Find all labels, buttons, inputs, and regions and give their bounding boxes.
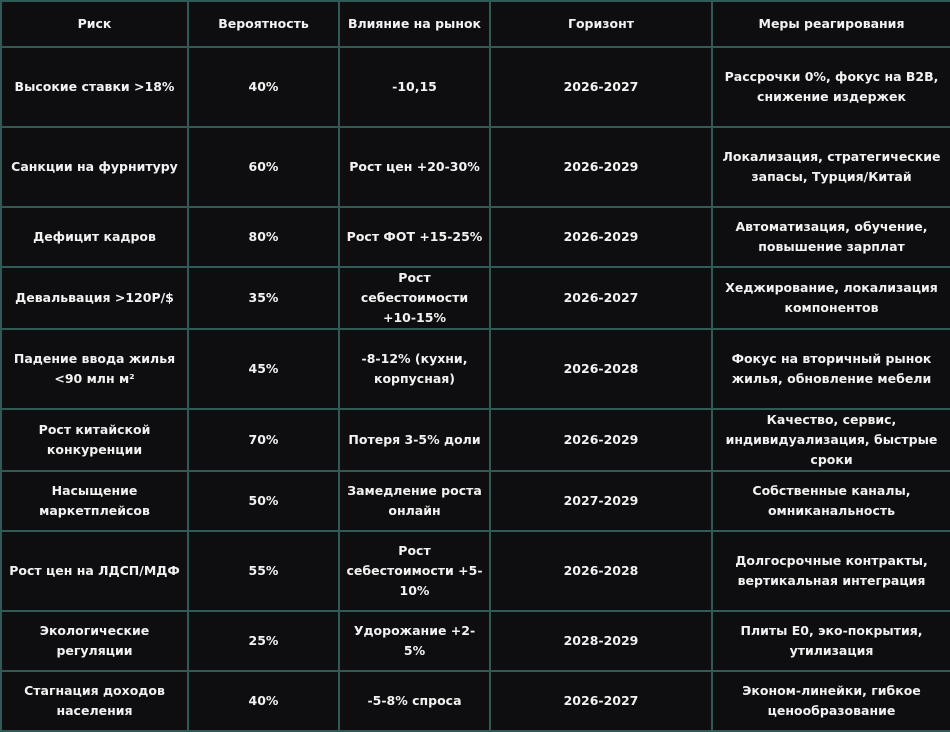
cell-risk: Рост китайской конкуренции — [1, 409, 188, 471]
cell-horizon: 2026-2028 — [490, 329, 712, 409]
cell-risk: Насыщение маркетплейсов — [1, 471, 188, 531]
table-row — [1, 47, 950, 127]
cell-risk: Стагнация доходов населения — [1, 671, 188, 731]
header-risk: Риск — [1, 1, 188, 47]
cell-measures: Эконом-линейки, гибкое ценообразование — [712, 671, 950, 731]
cell-probability: 45% — [188, 329, 339, 409]
cell-risk: Рост цен на ЛДСП/МДФ — [1, 531, 188, 611]
table-row — [1, 471, 950, 531]
cell-impact: Рост себестоимости +5-10% — [339, 531, 490, 611]
cell-probability: 35% — [188, 267, 339, 329]
table-row — [1, 409, 950, 471]
cell-horizon: 2026-2029 — [490, 207, 712, 267]
cell-risk: Высокие ставки >18% — [1, 47, 188, 127]
header-market-impact: Влияние на рынок — [339, 1, 490, 47]
cell-measures: Долгосрочные контракты, вертикальная интеграция — [712, 531, 950, 611]
table-row — [1, 267, 950, 329]
cell-measures: Локализация, стратегические запасы, Турция/Китай — [712, 127, 950, 207]
header-response-measures: Меры реагирования — [712, 1, 950, 47]
cell-horizon: 2026-2027 — [490, 267, 712, 329]
cell-measures: Хеджирование, локализация компонентов — [712, 267, 950, 329]
table-row — [1, 671, 950, 731]
cell-horizon: 2026-2027 — [490, 47, 712, 127]
cell-probability: 40% — [188, 671, 339, 731]
cell-measures: Собственные каналы, омниканальность — [712, 471, 950, 531]
cell-impact: -8-12% (кухни, корпусная) — [339, 329, 490, 409]
table-row — [1, 127, 950, 207]
cell-horizon: 2026-2027 — [490, 671, 712, 731]
table-row — [1, 531, 950, 611]
cell-risk: Санкции на фурнитуру — [1, 127, 188, 207]
cell-horizon: 2026-2029 — [490, 127, 712, 207]
cell-impact: Удорожание +2-5% — [339, 611, 490, 671]
header-horizon: Горизонт — [490, 1, 712, 47]
cell-measures: Автоматизация, обучение, повышение зарплат — [712, 207, 950, 267]
cell-probability: 50% — [188, 471, 339, 531]
cell-risk: Падение ввода жилья <90 млн м² — [1, 329, 188, 409]
cell-probability: 60% — [188, 127, 339, 207]
cell-horizon: 2026-2029 — [490, 409, 712, 471]
cell-measures: Качество, сервис, индивидуализация, быстрые сроки — [712, 409, 950, 471]
cell-probability: 40% — [188, 47, 339, 127]
cell-probability: 55% — [188, 531, 339, 611]
cell-impact: Замедление роста онлайн — [339, 471, 490, 531]
table-row — [1, 611, 950, 671]
table-row — [1, 329, 950, 409]
cell-horizon: 2028-2029 — [490, 611, 712, 671]
cell-impact: Рост ФОТ +15-25% — [339, 207, 490, 267]
cell-impact: Потеря 3-5% доли — [339, 409, 490, 471]
header-probability: Вероятность — [188, 1, 339, 47]
cell-impact: -10,15 — [339, 47, 490, 127]
cell-horizon: 2026-2028 — [490, 531, 712, 611]
cell-measures: Плиты Е0, эко-покрытия, утилизация — [712, 611, 950, 671]
cell-impact: Рост цен +20-30% — [339, 127, 490, 207]
cell-measures: Фокус на вторичный рынок жилья, обновление мебели — [712, 329, 950, 409]
cell-probability: 70% — [188, 409, 339, 471]
cell-risk: Экологические регуляции — [1, 611, 188, 671]
cell-horizon: 2027-2029 — [490, 471, 712, 531]
cell-probability: 25% — [188, 611, 339, 671]
cell-impact: -5-8% спроса — [339, 671, 490, 731]
cell-measures: Рассрочки 0%, фокус на B2B, снижение издержек — [712, 47, 950, 127]
cell-impact: Рост себестоимости +10-15% — [339, 267, 490, 329]
table-row — [1, 207, 950, 267]
header-row — [1, 1, 950, 47]
cell-probability: 80% — [188, 207, 339, 267]
cell-risk: Дефицит кадров — [1, 207, 188, 267]
cell-risk: Девальвация >120Р/$ — [1, 267, 188, 329]
